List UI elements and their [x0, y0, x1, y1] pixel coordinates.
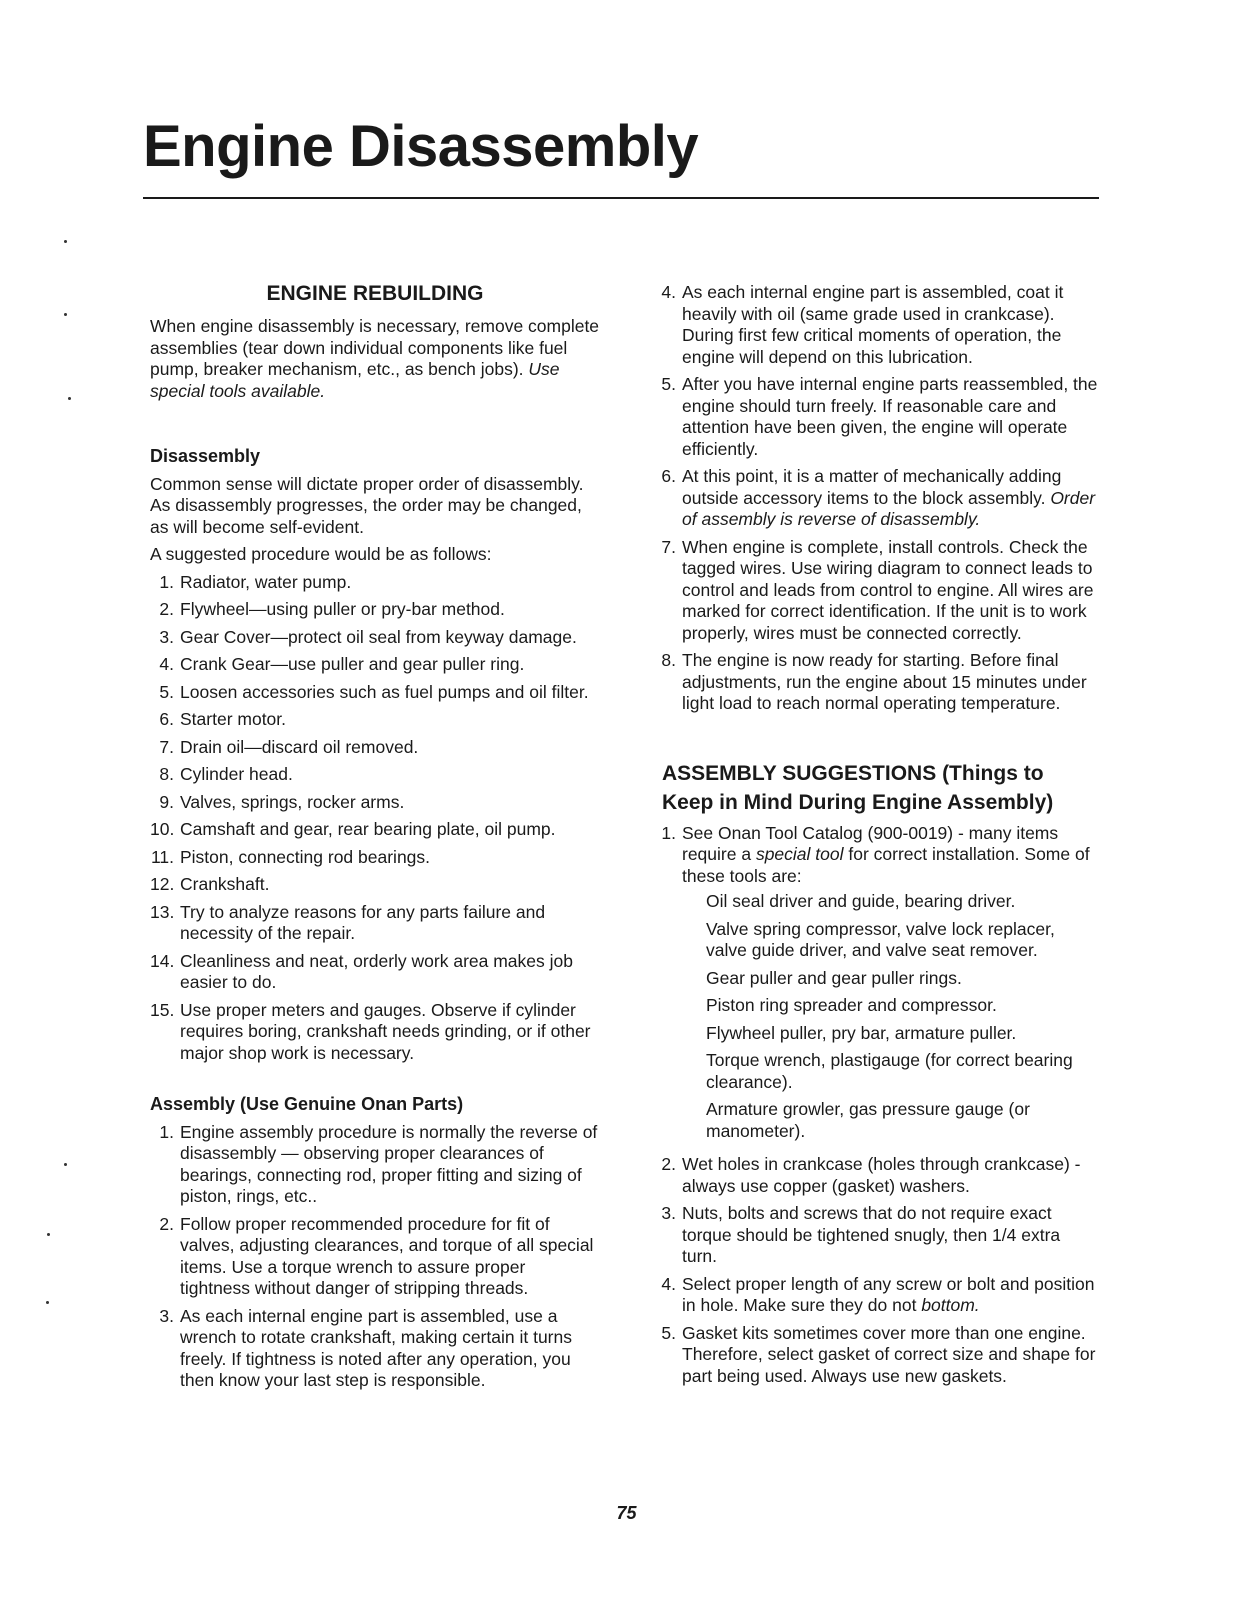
list-item: 3. Nuts, bolts and screws that do not require exact torque should be tightened snugly, then 1/4 extra turn. [661, 1203, 1061, 1266]
list-item: 2. Wet holes in crankcase (holes through crankcase) - always use copper (gasket) washers. [661, 1154, 1081, 1196]
list-item: 3. As each internal engine part is assembled, use a wrench to rotate crankshaft, making certain it turns freely. If tightness is noted after any operation, you then know your last step is responsible. [159, 1305, 572, 1390]
list-item: 5. Gasket kits sometimes cover more than one engine. Therefore, select gasket of correct size and shape for part being used. Always use new gaskets. [661, 1322, 1096, 1386]
disassembly-list [150, 572, 600, 1065]
margin-dot [47, 1233, 50, 1236]
list-item: 12. Crankshaft. [150, 874, 270, 894]
list-item: 5. After you have internal engine parts reassembled, the engine should turn freely. If reasonable care and attention have been given, the engine will operate efficiently. [661, 374, 1098, 459]
right-column [652, 282, 1098, 1393]
suggestions-list [652, 823, 1098, 1388]
margin-dot [64, 1163, 67, 1166]
list-item: 14. Cleanliness and neat, orderly work area makes job easier to do. [150, 950, 573, 992]
list-item: 2. Follow proper recommended procedure for fit of valves, adjusting clearances, and torque of all special items. Use a torque wrench to assure proper tightness without danger of stripping threads. [159, 1213, 594, 1298]
list-item: 4. Crank Gear—use puller and gear puller ring. [159, 654, 525, 674]
list-item: 8. Cylinder head. [159, 764, 293, 784]
tool-item: Armature growler, gas pressure gauge (or manometer). [706, 1099, 1030, 1141]
list-item: 6. Starter motor. [159, 709, 287, 729]
list-item: 13. Try to analyze reasons for any parts failure and necessity of the repair. [150, 901, 546, 943]
tool-item: Flywheel puller, pry bar, armature puller. [706, 1022, 1017, 1043]
list-item: 7. When engine is complete, install controls. Check the tagged wires. Use wiring diagram to connect leads to control and leads from control to engine. All wires are marked for correct identification. If the unit is to work properly, wires must be connected correctly. [661, 536, 1094, 643]
page-number: 75 [616, 1503, 637, 1523]
assembly-suggestions-heading: ASSEMBLY SUGGESTIONS (Things to Keep in Mind During Engine Assembly) [662, 761, 1054, 814]
list-item: 4. As each internal engine part is assembled, coat it heavily with oil (same grade used in crankcase). During first few critical moments of operation, the engine will depend on this lubrication. [661, 282, 1064, 367]
margin-dot [46, 1301, 49, 1304]
margin-dot [64, 240, 67, 243]
list-item: 3. Gear Cover—protect oil seal from keyway damage. [159, 626, 577, 647]
tools-list [682, 891, 1098, 1142]
list-item: 8. The engine is now ready for starting. Before final adjustments, run the engine about 15 minutes under light load to reach normal operating temperature. [661, 650, 1087, 713]
list-item: 1. See Onan Tool Catalog (900-0019) - many items require a special tool for correct installation. Some of these tools are: Oil seal driver and guide, bearing driver. Valve spring compressor, valve lock replacer, valve guide driver, and valve seat remover. Gear puller and gear puller rings. Piston ring spreader and compressor. Flywheel puller, pry bar, armature puller. Torque wrench, plastigauge (for correct bearing clearance). Armature growler, gas pressure gauge (or manometer). [652, 823, 1098, 1149]
list-item: 11. Piston, connecting rod bearings. [150, 846, 431, 867]
list-item: 9. Valves, springs, rocker arms. [159, 791, 405, 812]
tool-item: Valve spring compressor, valve lock replacer, valve guide driver, and valve seat remover. [706, 918, 1055, 960]
title-rule [143, 197, 1099, 199]
engine-rebuilding-heading: ENGINE REBUILDING [266, 282, 484, 305]
tool-item: Torque wrench, plastigauge (for correct bearing clearance). [706, 1050, 1073, 1092]
list-item: 1. Radiator, water pump. [159, 571, 352, 592]
list-item: 10. Camshaft and gear, rear bearing plate, oil pump. [150, 819, 556, 839]
margin-dot [64, 313, 67, 316]
list-item: 2. Flywheel—using puller or pry-bar method. [159, 599, 505, 619]
tool-item: Gear puller and gear puller rings. [706, 967, 962, 988]
list-item: 7. Drain oil—discard oil removed. [159, 736, 419, 757]
intro-paragraph: When engine disassembly is necessary, remove complete assemblies (tear down individual components like fuel pump, breaker mechanism, etc., as bench jobs). Use special tools available. [150, 316, 600, 401]
procedure-intro: A suggested procedure would be as follows: [150, 544, 492, 564]
list-item: 15. Use proper meters and gauges. Observe if cylinder requires boring, crankshaft needs grinding, or if other major shop work is necessary. [150, 999, 591, 1063]
left-column [150, 282, 600, 1398]
list-item: 5. Loosen accessories such as fuel pumps and oil filter. [159, 681, 589, 702]
list-item: 6. At this point, it is a matter of mechanically adding outside accessory items to the block assembly. Order of assembly is reverse of disassembly. [661, 466, 1096, 529]
page-title: Engine Disassembly [143, 114, 699, 179]
assembly-list-continued [652, 282, 1098, 715]
tool-item: Oil seal driver and guide, bearing driver. [706, 891, 1016, 911]
list-item: 1. Engine assembly procedure is normally the reverse of disassembly — observing proper clearances of bearings, connecting rod, proper fitting and sizing of piston, rings, etc.. [159, 1121, 598, 1206]
tool-item: Piston ring spreader and compressor. [706, 995, 997, 1015]
list-item: 4. Select proper length of any screw or bolt and position in hole. Make sure they do not bottom. [661, 1273, 1095, 1315]
disassembly-paragraph: Common sense will dictate proper order of disassembly. As disassembly progresses, the order may be changed, as will become self-evident. [150, 473, 584, 537]
assembly-heading: Assembly (Use Genuine Onan Parts) [150, 1094, 464, 1114]
margin-dot [68, 397, 71, 400]
assembly-list [150, 1122, 600, 1392]
disassembly-heading: Disassembly [150, 446, 261, 466]
